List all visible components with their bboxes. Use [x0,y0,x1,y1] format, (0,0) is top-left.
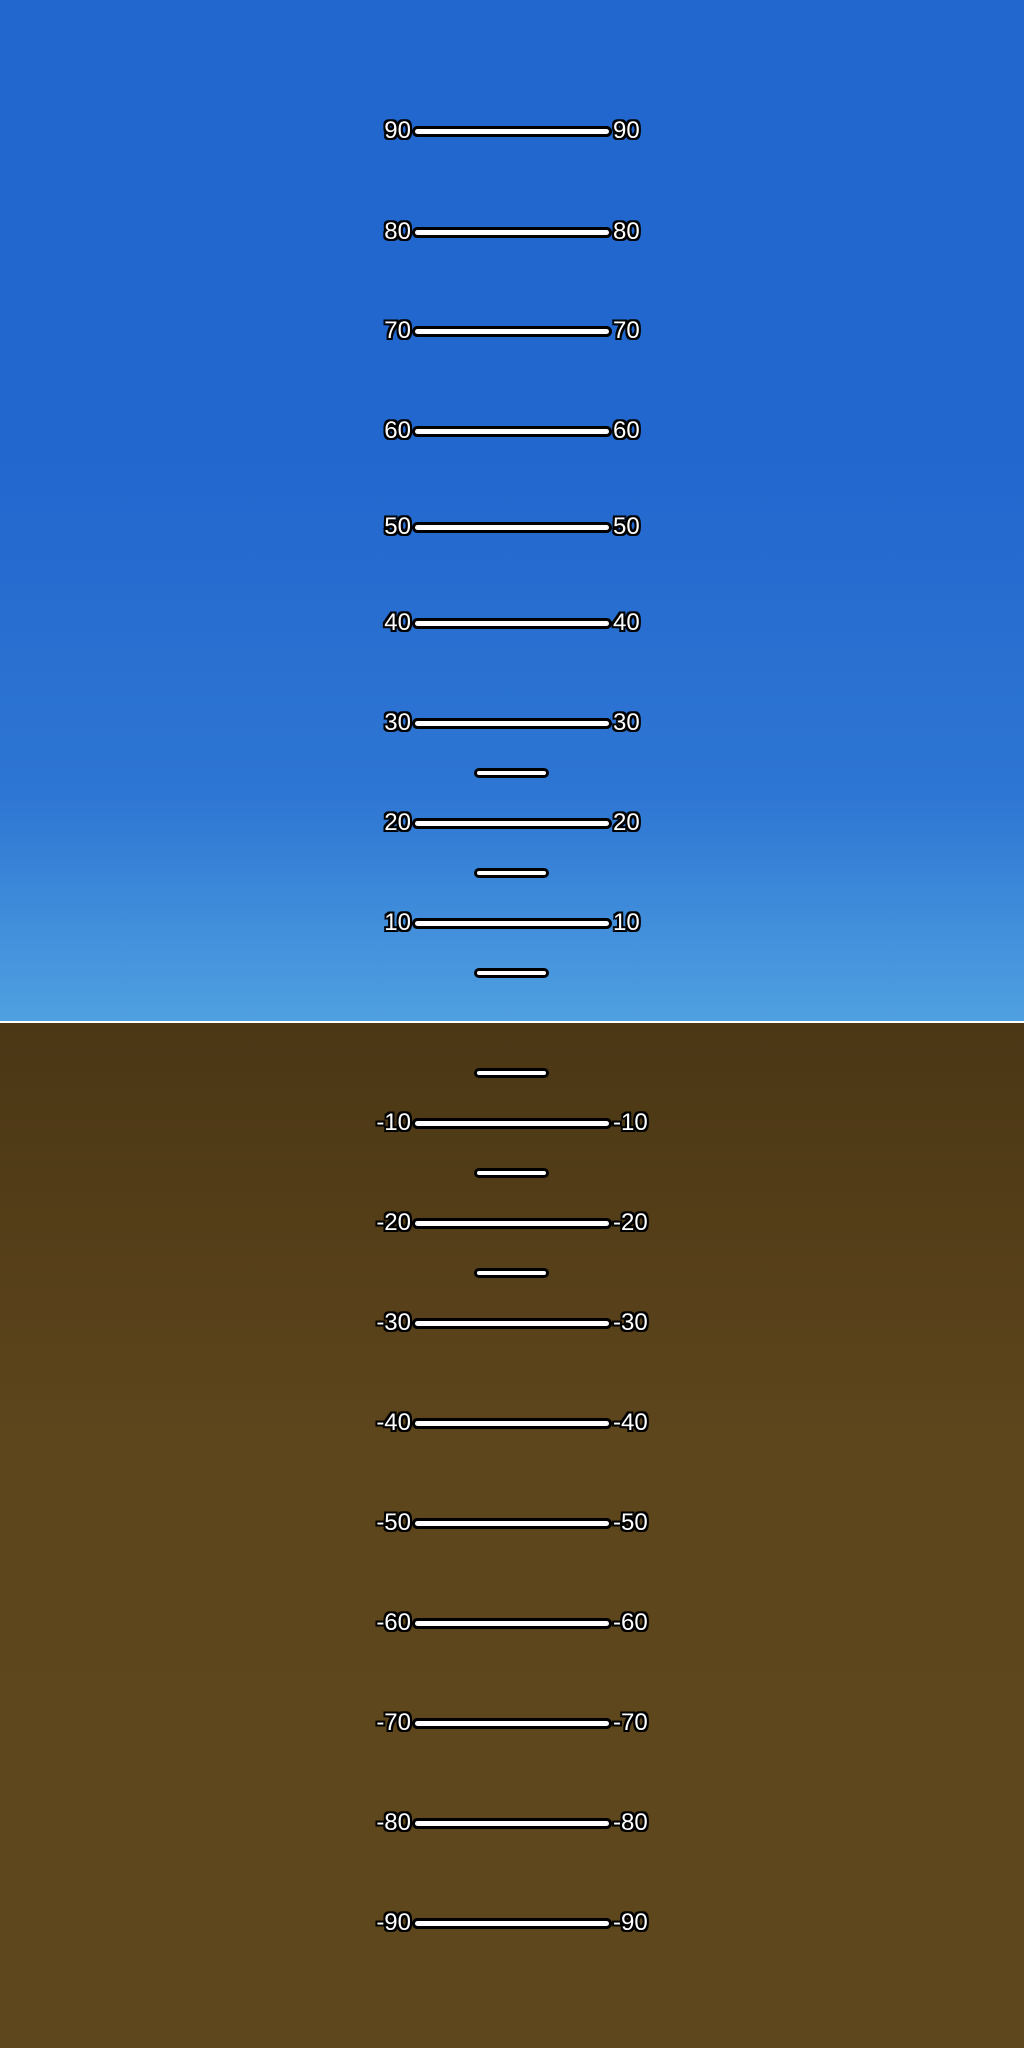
pitch-line [412,1418,612,1429]
pitch-minor-line [474,1268,549,1278]
pitch-label-right: -30 [613,1309,648,1336]
pitch-label-left: 20 [384,809,411,836]
pitch-label-right: 60 [613,417,640,444]
pitch-minor-line [474,1168,549,1178]
pitch-minor-line [474,1068,549,1078]
pitch-label-left: 60 [384,417,411,444]
pitch-label-right: 30 [613,709,640,736]
pitch-line [412,918,612,929]
pitch-label-left: 90 [384,117,411,144]
pitch-label-left: 80 [384,218,411,245]
pitch-label-left: 30 [384,709,411,736]
pitch-label-right: -40 [613,1409,648,1436]
pitch-label-right: -20 [613,1209,648,1236]
pitch-line [412,818,612,829]
pitch-label-left: 10 [384,909,411,936]
pitch-label-left: 70 [384,317,411,344]
pitch-line [412,227,612,238]
pitch-label-right: 90 [613,117,640,144]
pitch-label-right: -10 [613,1109,648,1136]
pitch-line [412,618,612,629]
pitch-label-left: -70 [376,1709,411,1736]
pitch-label-left: -10 [376,1109,411,1136]
pitch-label-left: -60 [376,1609,411,1636]
pitch-minor-line [474,968,549,978]
pitch-line [412,1618,612,1629]
pitch-label-left: -20 [376,1209,411,1236]
pitch-line [412,326,612,337]
pitch-line [412,522,612,533]
pitch-label-right: -90 [613,1909,648,1936]
pitch-label-left: -50 [376,1509,411,1536]
pitch-label-right: -50 [613,1509,648,1536]
pitch-label-left: -40 [376,1409,411,1436]
pitch-line [412,1118,612,1129]
pitch-label-left: -90 [376,1909,411,1936]
pitch-label-left: -30 [376,1309,411,1336]
pitch-label-right: 50 [613,513,640,540]
pitch-label-left: -80 [376,1809,411,1836]
pitch-label-right: -80 [613,1809,648,1836]
pitch-line [412,126,612,137]
pitch-line [412,1518,612,1529]
pitch-minor-line [474,868,549,878]
pitch-label-right: 20 [613,809,640,836]
pitch-line [412,426,612,437]
pitch-line [412,1718,612,1729]
pitch-line [412,1918,612,1929]
pitch-label-right: -60 [613,1609,648,1636]
pitch-line [412,718,612,729]
pitch-label-left: 50 [384,513,411,540]
pitch-label-right: 10 [613,909,640,936]
pitch-line [412,1218,612,1229]
pitch-line [412,1318,612,1329]
pitch-label-right: 70 [613,317,640,344]
pitch-label-right: 40 [613,609,640,636]
pitch-label-left: 40 [384,609,411,636]
pitch-label-right: 80 [613,218,640,245]
pitch-label-right: -70 [613,1709,648,1736]
pitch-minor-line [474,768,549,778]
pitch-line [412,1818,612,1829]
